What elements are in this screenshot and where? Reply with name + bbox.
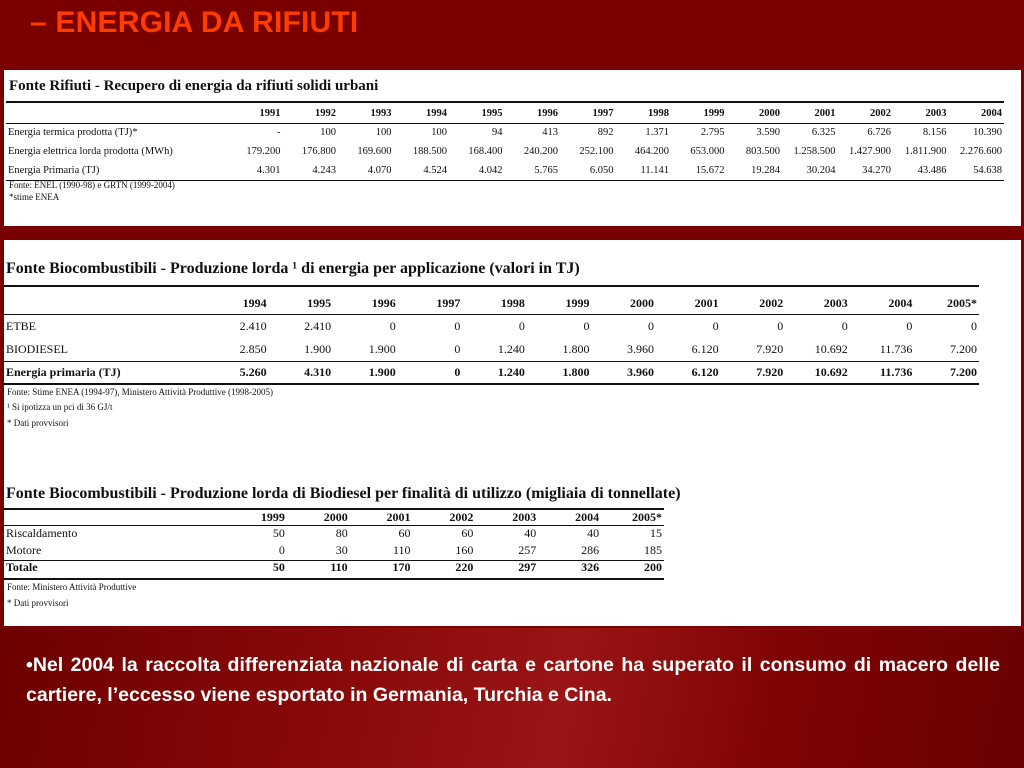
rifiuti-table-title: Fonte Rifiuti - Recupero di energia da rifiuti solidi urbani xyxy=(9,78,379,94)
value-cell: 2.410 xyxy=(304,319,332,333)
value-cell: 1.900 xyxy=(304,342,332,356)
biodiesel-utilizzo-table xyxy=(4,509,664,576)
value-cell: 3.590 xyxy=(756,127,780,138)
energia-applicazione-title: Fonte Biocombustibili - Produzione lorda ¹ di energia per applicazione (valori in TJ) xyxy=(6,260,580,277)
year-header: 2000 xyxy=(323,509,348,524)
value-cell: 60 xyxy=(461,526,474,540)
value-cell: 6.050 xyxy=(589,165,614,176)
table-row xyxy=(4,525,664,542)
value-cell: 1.427.900 xyxy=(849,146,891,157)
rifiuti-table xyxy=(6,104,1004,180)
year-header: 2003 xyxy=(823,295,848,310)
year-header: 2002 xyxy=(870,108,891,119)
year-header: 1995 xyxy=(481,108,503,119)
value-cell: 5.260 xyxy=(239,365,267,379)
value-cell: 6.120 xyxy=(691,365,719,379)
value-cell: 2.410 xyxy=(239,319,267,333)
table-header-row xyxy=(4,509,664,525)
year-header: 2000 xyxy=(759,108,780,119)
year-header: 1998 xyxy=(648,108,669,119)
value-cell: 60 xyxy=(398,526,411,540)
value-cell: 1.800 xyxy=(562,365,590,379)
value-cell: 200 xyxy=(644,560,662,574)
value-cell: 5.765 xyxy=(534,165,558,176)
value-cell: 10.692 xyxy=(814,365,848,379)
row-label: Riscaldamento xyxy=(6,526,78,540)
year-header: 1994 xyxy=(426,108,447,119)
value-cell: 7.920 xyxy=(756,365,784,379)
value-cell: 286 xyxy=(581,543,600,557)
year-header: 2004 xyxy=(888,295,913,310)
table-row xyxy=(4,361,979,384)
header-label-cell xyxy=(4,291,204,315)
value-cell: 11.736 xyxy=(879,342,913,356)
year-header: 2001 xyxy=(386,509,411,524)
value-cell: - xyxy=(277,127,281,138)
year-header: 1998 xyxy=(500,295,525,310)
value-cell: 6.726 xyxy=(867,127,891,138)
row-label: Energia termica prodotta (TJ)* xyxy=(8,127,138,138)
value-cell: 2.850 xyxy=(239,342,267,356)
energia-pci-note: ¹ Si ipotizza un pci di 36 GJ/t xyxy=(7,402,113,412)
year-header: 2003 xyxy=(925,108,947,119)
value-cell: 54.638 xyxy=(973,165,1002,176)
year-header: 1996 xyxy=(537,108,558,119)
row-label: Motore xyxy=(6,543,42,557)
value-cell: 4.310 xyxy=(304,365,332,379)
value-cell: 413 xyxy=(542,127,558,138)
row-label: Totale xyxy=(6,560,38,574)
value-cell: 257 xyxy=(518,543,537,557)
value-cell: 15.672 xyxy=(695,165,725,176)
year-header: 1994 xyxy=(242,295,267,310)
value-cell: 2.276.600 xyxy=(960,146,1002,157)
value-cell: 34.270 xyxy=(862,165,891,176)
year-header: 1996 xyxy=(371,295,396,310)
value-cell: 220 xyxy=(455,560,474,574)
value-cell: 252.100 xyxy=(579,146,614,157)
biocombustibili-panel xyxy=(4,240,1021,626)
value-cell: 50 xyxy=(272,560,285,574)
table-row xyxy=(4,338,979,361)
value-cell: 11.736 xyxy=(880,365,913,379)
value-cell: 100 xyxy=(375,127,392,138)
value-cell: 1.800 xyxy=(562,342,590,356)
year-header: 1997 xyxy=(592,108,614,119)
value-cell: 0 xyxy=(841,319,848,333)
value-cell: 0 xyxy=(454,365,461,379)
value-cell: 4.243 xyxy=(312,165,336,176)
header-label-cell xyxy=(6,104,227,123)
year-header: 2002 xyxy=(759,295,784,310)
value-cell: 1.900 xyxy=(368,365,396,379)
value-cell: 4.524 xyxy=(423,165,447,176)
value-cell: 188.500 xyxy=(412,146,447,157)
row-label: ETBE xyxy=(6,319,36,333)
year-header: 1999 xyxy=(565,295,590,310)
value-cell: 100 xyxy=(320,127,336,138)
value-cell: 7.200 xyxy=(950,365,977,379)
year-header: 2002 xyxy=(449,509,474,524)
table-row xyxy=(4,542,664,559)
biodiesel-provisional-note: * Dati provvisori xyxy=(7,598,69,608)
year-header: 2000 xyxy=(630,295,655,310)
row-label: Energia Primaria (TJ) xyxy=(8,165,100,176)
value-cell: 110 xyxy=(330,560,348,574)
value-cell: 100 xyxy=(431,127,447,138)
value-cell: 179.200 xyxy=(246,146,281,157)
value-cell: 297 xyxy=(518,560,537,574)
table-header-row xyxy=(4,291,979,315)
row-label: BIODIESEL xyxy=(6,342,68,356)
value-cell: 892 xyxy=(597,127,614,138)
value-cell: 653.000 xyxy=(690,146,725,157)
value-cell: 30.204 xyxy=(806,165,836,176)
year-header: 2005* xyxy=(947,295,977,310)
table-row xyxy=(4,559,664,576)
value-cell: 30 xyxy=(335,543,348,557)
value-cell: 0 xyxy=(518,319,525,333)
value-cell: 50 xyxy=(272,526,285,540)
year-header: 2001 xyxy=(814,108,836,119)
value-cell: 185 xyxy=(644,543,662,557)
value-cell: 0 xyxy=(454,342,461,356)
value-cell: 1.240 xyxy=(497,342,525,356)
value-cell: 160 xyxy=(455,543,474,557)
value-cell: 80 xyxy=(335,526,348,540)
value-cell: 176.800 xyxy=(301,146,336,157)
slide-title: – ENERGIA DA RIFIUTI xyxy=(30,6,359,39)
rifiuti-estimate-note: *stime ENEA xyxy=(9,192,60,202)
year-header: 1992 xyxy=(315,108,336,119)
value-cell: 464.200 xyxy=(634,146,669,157)
year-header: 2001 xyxy=(694,295,719,310)
rifiuti-table-panel xyxy=(4,70,1021,226)
energia-top-rule xyxy=(4,285,979,287)
value-cell: 11.141 xyxy=(640,165,669,176)
rifiuti-top-rule xyxy=(6,101,1004,103)
header-label-cell xyxy=(4,509,224,525)
energia-source-note: Fonte: Stime ENEA (1994-97), Ministero Attività Produttive (1998-2005) xyxy=(7,387,273,397)
value-cell: 19.284 xyxy=(751,165,780,176)
year-header: 2004 xyxy=(981,108,1002,119)
value-cell: 15 xyxy=(650,526,662,540)
table-row xyxy=(4,315,979,338)
value-cell: 4.301 xyxy=(256,165,281,176)
value-cell: 43.486 xyxy=(917,165,947,176)
value-cell: 94 xyxy=(492,127,503,138)
value-cell: 10.692 xyxy=(814,342,848,356)
value-cell: 0 xyxy=(906,319,913,333)
energia-applicazione-table xyxy=(4,291,979,384)
value-cell: 8.156 xyxy=(922,127,947,138)
value-cell: 169.600 xyxy=(357,146,392,157)
year-header: 1993 xyxy=(370,108,392,119)
year-header: 2004 xyxy=(575,509,600,524)
value-cell: 0 xyxy=(583,319,590,333)
value-cell: 6.325 xyxy=(811,127,836,138)
value-cell: 110 xyxy=(392,543,411,557)
value-cell: 4.070 xyxy=(367,165,392,176)
year-header: 2003 xyxy=(512,509,537,524)
table-row xyxy=(6,161,1004,180)
year-header: 1991 xyxy=(259,108,281,119)
value-cell: 1.371 xyxy=(645,127,669,138)
energia-provisional-note: * Dati provvisori xyxy=(7,418,69,428)
value-cell: 4.042 xyxy=(478,165,503,176)
table-row xyxy=(6,123,1004,142)
year-header: 1995 xyxy=(307,295,332,310)
row-label: Energia elettrica lorda prodotta (MWh) xyxy=(8,146,173,157)
value-cell: 10.390 xyxy=(973,127,1002,138)
value-cell: 40 xyxy=(587,526,600,540)
value-cell: 0 xyxy=(971,319,977,333)
value-cell: 0 xyxy=(454,319,461,333)
value-cell: 40 xyxy=(524,526,537,540)
value-cell: 7.920 xyxy=(756,342,784,356)
value-cell: 0 xyxy=(648,319,655,333)
value-cell: 1.811.900 xyxy=(904,146,947,157)
value-cell: 1.900 xyxy=(368,342,396,356)
value-cell: 170 xyxy=(392,560,411,574)
bullet-paragraph: •Nel 2004 la raccolta differenziata nazionale di carta e cartone ha superato il consumo di macero delle cartiere, l’eccesso viene esportato in Germania, Turchia e Cina. xyxy=(26,654,1000,706)
value-cell: 3.960 xyxy=(627,365,655,379)
value-cell: 1.258.500 xyxy=(793,146,836,157)
table-row xyxy=(6,142,1004,161)
year-header: 1999 xyxy=(260,509,285,524)
biodiesel-utilizzo-title: Fonte Biocombustibili - Produzione lorda di Biodiesel per finalità di utilizzo (migliaia di tonnellate) xyxy=(6,485,681,502)
row-label: Energia primaria (TJ) xyxy=(6,365,121,379)
value-cell: 168.400 xyxy=(468,146,503,157)
value-cell: 0 xyxy=(712,319,719,333)
value-cell: 803.500 xyxy=(745,146,780,157)
value-cell: 7.200 xyxy=(950,342,977,356)
value-cell: 326 xyxy=(581,560,600,574)
value-cell: 1.240 xyxy=(497,365,525,379)
value-cell: 0 xyxy=(278,543,285,557)
year-header: 1999 xyxy=(703,108,725,119)
value-cell: 0 xyxy=(389,319,396,333)
year-header: 1997 xyxy=(436,295,461,310)
value-cell: 240.200 xyxy=(523,146,558,157)
value-cell: 3.960 xyxy=(627,342,655,356)
value-cell: 6.120 xyxy=(691,342,719,356)
table-header-row xyxy=(6,104,1004,123)
biodiesel-bottom-rule xyxy=(4,578,664,580)
value-cell: 2.795 xyxy=(700,127,725,138)
year-header: 2005* xyxy=(632,509,662,524)
rifiuti-source-note: Fonte: ENEL (1990-98) e GRTN (1999-2004) xyxy=(9,180,175,190)
value-cell: 0 xyxy=(777,319,784,333)
biodiesel-source-note: Fonte: Ministero Attività Produttive xyxy=(7,582,137,592)
